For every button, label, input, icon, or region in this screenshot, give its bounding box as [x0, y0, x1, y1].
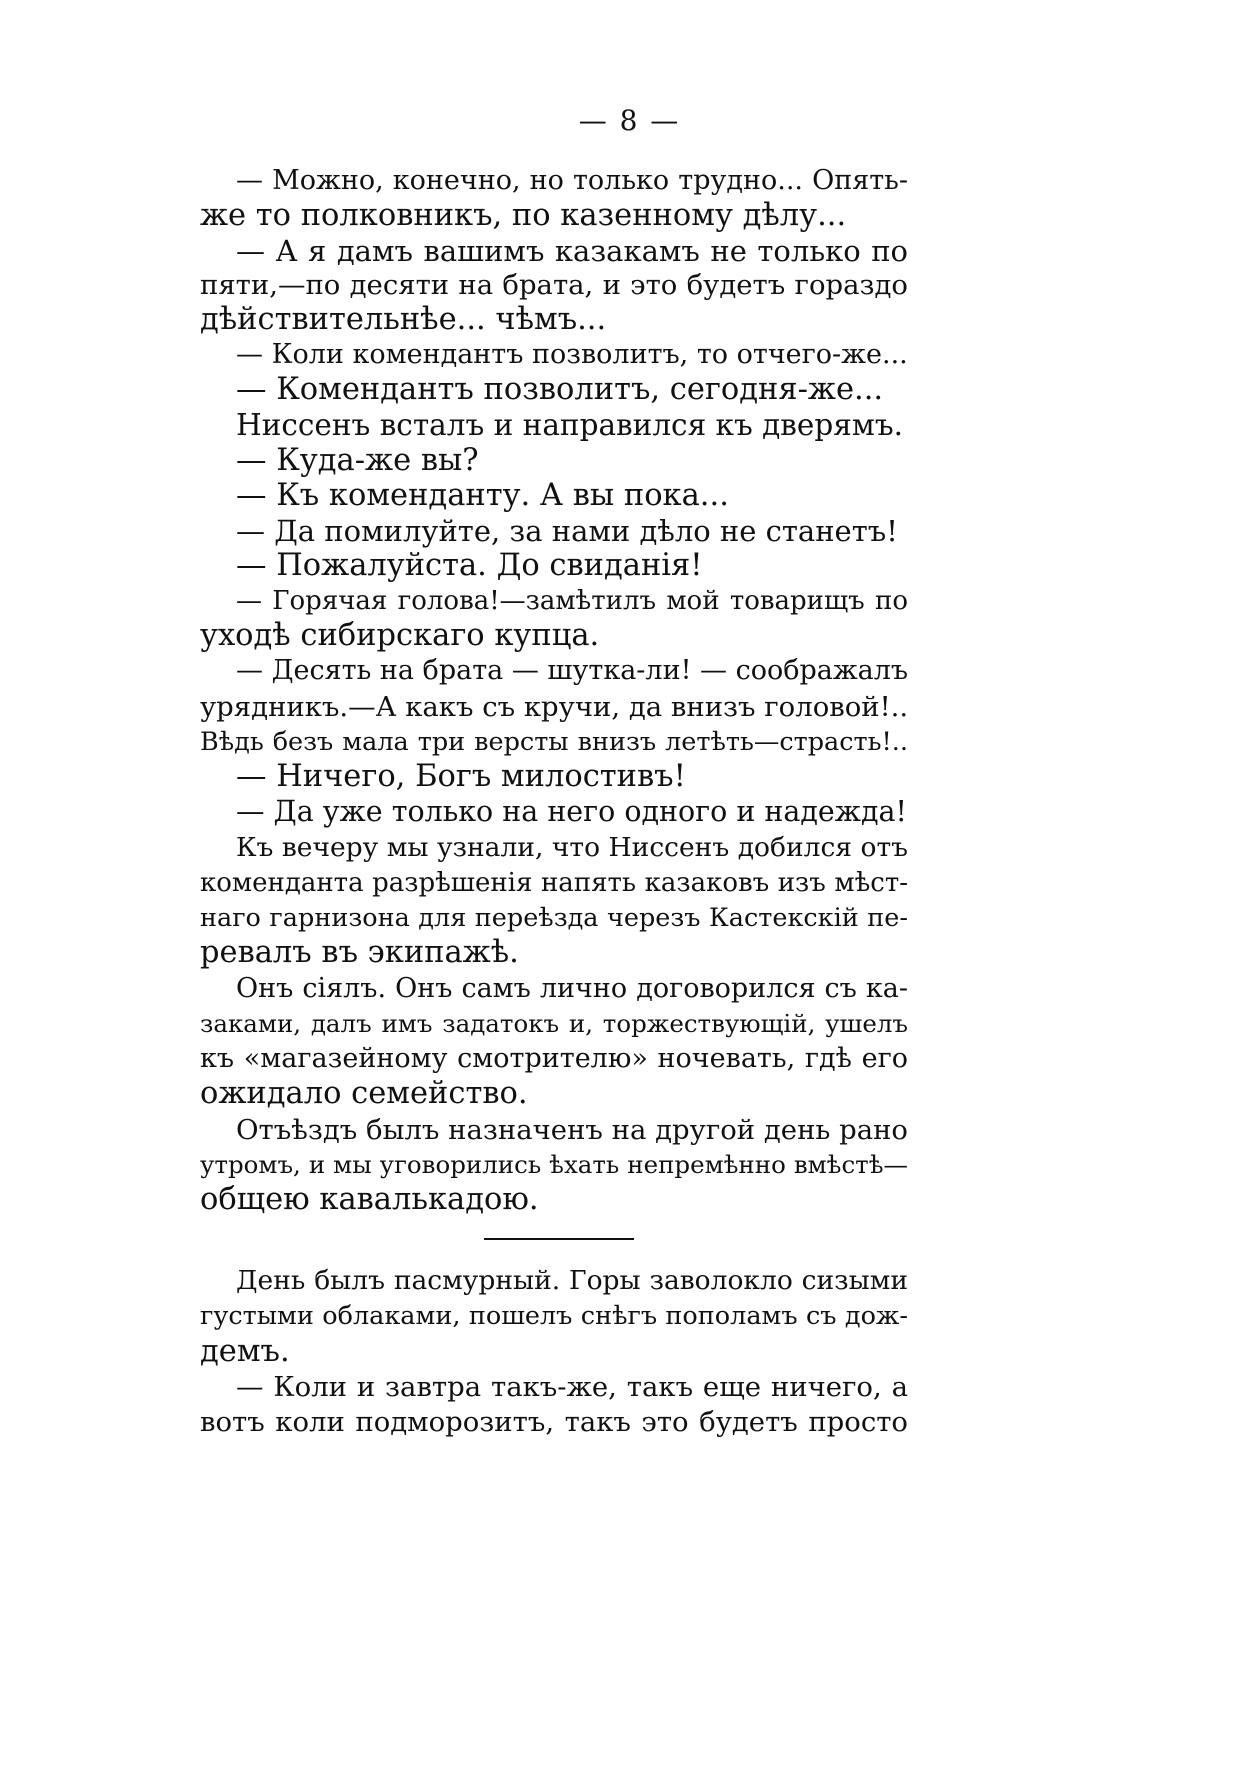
text-line: вотъ коли подморозитъ, такъ это будетъ просто	[200, 1406, 908, 1438]
text-line: демъ.	[200, 1334, 290, 1369]
text-line: — Десять на брата — шутка-ли! — соображалъ	[236, 655, 909, 686]
text-line: Отъѣздъ былъ назначенъ на другой день рано	[236, 1114, 908, 1146]
text-line: утромъ, и мы уговорились ѣхать непремѣнно вмѣстѣ—	[200, 1150, 908, 1179]
text-line: — Коли и завтра такъ-же, такъ еще ничего, а	[236, 1371, 908, 1403]
text-line: День былъ пасмурный. Горы заволокло сизыми	[236, 1265, 908, 1296]
text-line: — А я дамъ вашимъ казакамъ не только по	[236, 234, 908, 268]
page-number: — 8 —	[578, 104, 681, 137]
text-line: уходѣ сибирскаго купца.	[200, 618, 600, 653]
text-line: — Можно, конечно, но только трудно... Опять-	[236, 165, 908, 196]
text-line: — Къ коменданту. А вы пока...	[236, 478, 729, 513]
text-line: Къ вечеру мы узнали, что Ниссенъ добился отъ	[236, 832, 908, 863]
text-line: заками, далъ имъ задатокъ и, торжествующій, ушелъ	[200, 1009, 908, 1038]
text-line: къ «магазейному смотрителю» ночевать, гдѣ его	[200, 1043, 908, 1074]
text-line: коменданта разрѣшенія напять казаковъ изъ мѣст-	[200, 868, 908, 898]
text-line: — Куда-же вы?	[236, 443, 479, 478]
text-line: Онъ сіялъ. Онъ самъ лично договорился съ ка-	[236, 973, 908, 1004]
text-line: пяти,—по десяти на брата, и это будетъ гораздо	[200, 269, 908, 301]
text-line: — Горячая голова!—замѣтилъ мой товарищъ по	[236, 586, 908, 616]
text-line: Вѣдь безъ мала три версты внизъ летѣть—страсть!..	[200, 727, 908, 757]
text-line: — Да помилуйте, за нами дѣло не станетъ!	[236, 514, 898, 548]
text-line: общею кавалькадою.	[200, 1182, 539, 1217]
text-line: густыми облаками, пошелъ снѣгъ пополамъ съ дож-	[200, 1301, 908, 1331]
text-line: — Да уже только на него одного и надежда!	[236, 795, 908, 828]
section-divider	[484, 1238, 634, 1240]
text-line: — Комендантъ позволитъ, сегодня-же...	[236, 372, 884, 407]
text-line: же то полковникъ, по казенному дѣлу...	[200, 198, 847, 233]
text-line: — Пожалуйста. До свиданія!	[236, 548, 703, 583]
text-line: урядникъ.—А какъ съ кручи, да внизъ головой!..	[200, 691, 909, 723]
text-line: ревалъ въ экипажѣ.	[200, 935, 519, 970]
text-line: — Ничего, Богъ милостивъ!	[236, 759, 686, 794]
text-line: дѣйствительнѣе... чѣмъ...	[200, 302, 607, 337]
text-line: Ниссенъ всталъ и направился къ дверямъ.	[236, 408, 903, 442]
text-line: — Коли комендантъ позволитъ, то отчего-же...	[236, 339, 908, 370]
text-line: наго гарнизона для переѣзда черезъ Кастекскій пе-	[200, 903, 908, 933]
text-line: ожидало семейство.	[200, 1076, 528, 1111]
